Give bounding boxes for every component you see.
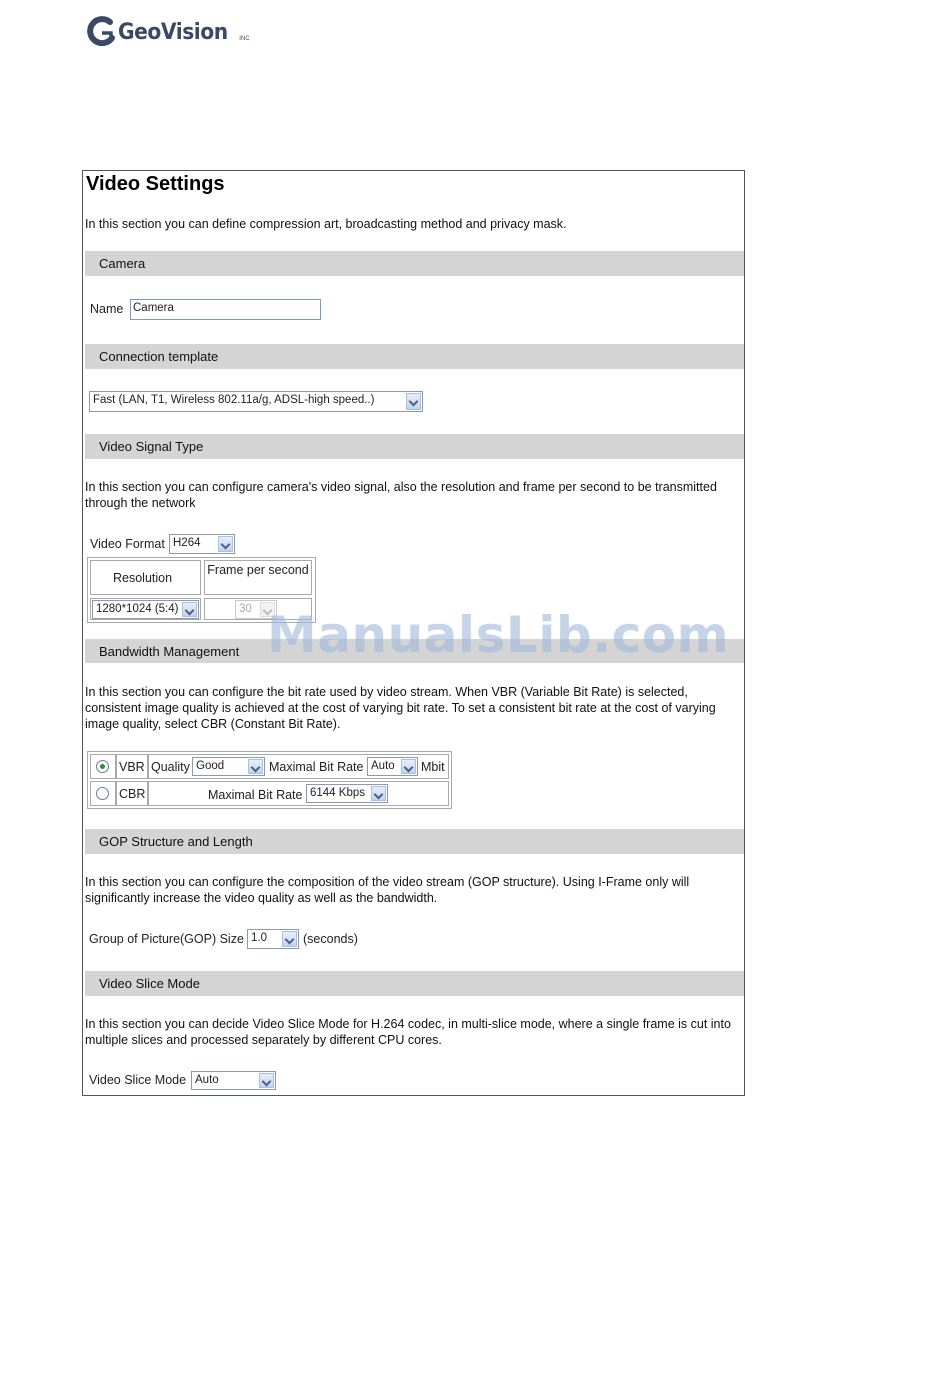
page-intro: In this section you can define compression art, broadcasting method and privacy mask. [85,217,567,231]
cbr-radio[interactable] [96,787,109,800]
connection-template-select[interactable] [89,391,423,412]
brand-tm: INC [239,36,250,42]
slice-mode-select[interactable] [191,1071,276,1090]
chevron-down-icon [282,931,297,947]
chevron-down-icon [218,536,233,552]
connection-template-value: Fast (LAN, T1, Wireless 802.11a/g, ADSL-high speed..) [93,394,375,406]
resolution-column-header: Resolution [113,571,173,585]
gop-header-label: GOP Structure and Length [99,834,253,849]
gop-unit-label: (seconds) [303,932,358,946]
vbr-label: VBR [119,760,145,774]
fps-column-header: Frame per second [207,563,309,577]
video-format-select[interactable] [169,534,235,554]
vbr-max-bitrate-select[interactable] [367,757,418,776]
signal-section-header [85,434,744,459]
cbr-radio-cell [90,781,116,806]
cbr-max-bitrate-label: Maximal Bit Rate [208,788,303,802]
camera-section-header [85,251,744,276]
cbr-label: CBR [119,787,146,801]
camera-name-input[interactable]: Camera [130,299,321,320]
signal-description: In this section you can configure camera's video signal, also the resolution and frame per second to be transmitted through the network [85,480,717,510]
resolution-header-cell [90,560,201,595]
gop-size-select[interactable] [247,929,299,949]
chevron-down-icon [248,759,263,774]
video-format-label: Video Format [90,537,165,551]
vbr-radio[interactable] [96,760,109,773]
camera-name-label: Name [90,302,124,316]
quality-label: Quality [151,760,190,774]
brand-name: GeoVision [118,19,228,45]
vbr-max-bitrate-value: Auto [371,760,395,772]
geovision-swirl-icon [86,16,116,48]
quality-select[interactable] [192,757,265,776]
slice-header-label: Video Slice Mode [99,976,200,991]
chevron-down-icon [406,393,421,410]
gop-description: In this section you can configure the composition of the video stream (GOP structure). Using I-Frame only will significantly increase the video quality as well as the bandwidth. [85,875,690,905]
chevron-down-icon [371,786,386,801]
gop-size-value: 1.0 [251,932,267,944]
bandwidth-description: In this section you can configure the bit rate used by video stream. When VBR (Variable Bit Rate) is selected, consistent image quality is achieved at the cost of varying bit rate. To set a consistent bit rate at the cost of varying image quality, select CBR (Constant Bit Rate). [85,685,716,731]
watermark: ManualsLib.com [267,606,730,664]
resolution-select[interactable] [92,600,199,619]
video-format-value: H264 [173,537,201,549]
camera-header-label: Camera [99,256,146,271]
connection-section-header [85,344,744,369]
signal-header-label: Video Signal Type [99,439,204,454]
fps-header-cell [204,560,312,595]
bandwidth-header-label: Bandwidth Management [99,644,240,659]
fps-value: 30 [239,603,252,615]
chevron-down-icon [401,759,416,774]
chevron-down-icon [182,602,197,617]
vbr-radio-cell [90,754,116,779]
gop-size-label: Group of Picture(GOP) Size [89,932,244,946]
geovision-logo [86,14,250,50]
connection-header-label: Connection template [99,349,219,364]
slice-description: In this section you can decide Video Slice Mode for H.264 codec, in multi-slice mode, where a single frame is cut into multiple slices and processed separately by different CPU cores. [85,1017,731,1047]
slice-mode-value: Auto [195,1074,219,1086]
vbr-max-bitrate-label: Maximal Bit Rate [269,760,364,774]
vbr-unit-label: Mbit [421,760,445,774]
cbr-label-cell [116,781,148,806]
quality-value: Good [196,760,225,772]
cbr-max-bitrate-select[interactable] [306,784,388,803]
resolution-value: 1280*1024 (5:4) [96,603,179,615]
page-title: Video Settings [86,173,225,195]
cbr-max-bitrate-value: 6144 Kbps [310,787,365,799]
vbr-label-cell [116,754,148,779]
slice-mode-label: Video Slice Mode [89,1073,187,1087]
cbr-options-cell [148,781,449,806]
chevron-down-icon [259,1073,274,1088]
slice-section-header [85,971,744,996]
gop-section-header [85,829,744,854]
